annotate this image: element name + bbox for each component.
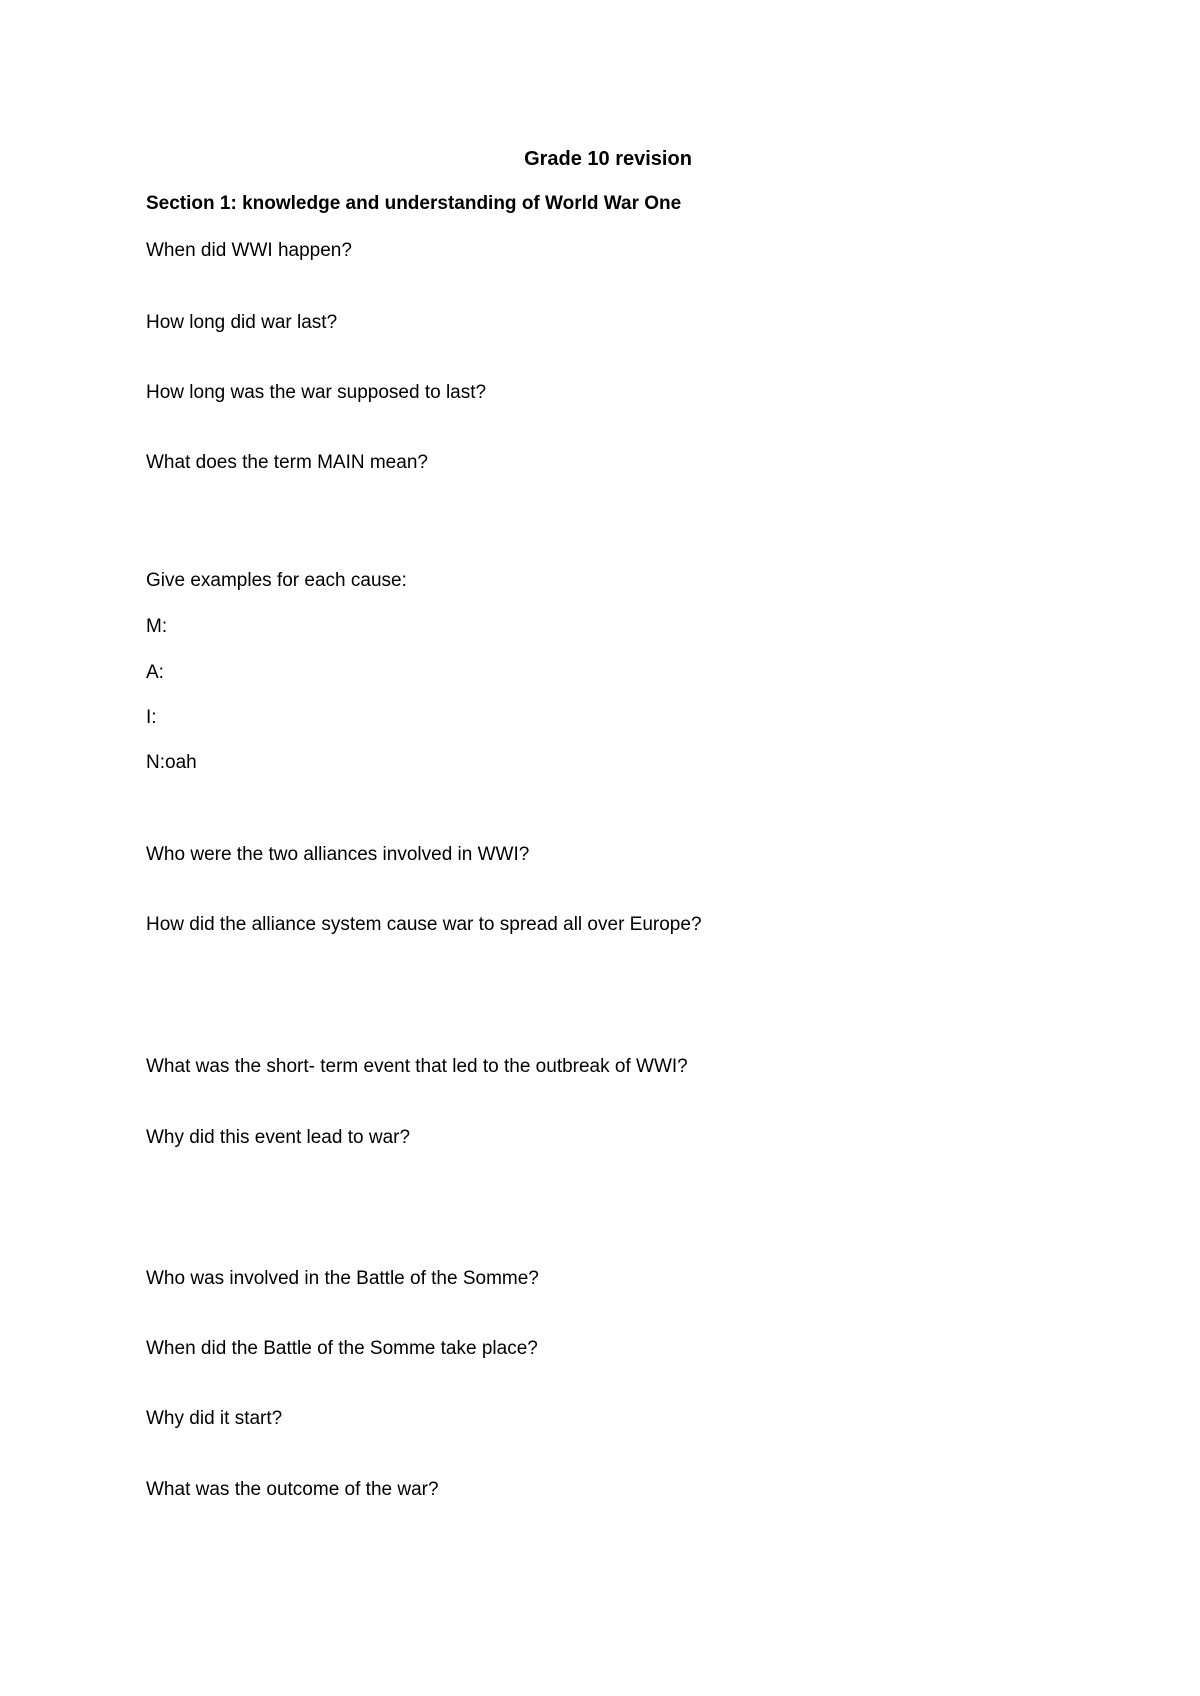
question-why-start: Why did it start?	[146, 1408, 283, 1429]
question-war-duration: How long did war last?	[146, 312, 338, 333]
question-examples-prompt: Give examples for each cause:	[146, 570, 407, 591]
question-outcome: What was the outcome of the war?	[146, 1479, 439, 1500]
section-heading: Section 1: knowledge and understanding of World War One	[146, 193, 682, 214]
question-when-wwi: When did WWI happen?	[146, 240, 352, 261]
question-short-term-event: What was the short- term event that led to the outbreak of WWI?	[146, 1056, 688, 1077]
question-expected-duration: How long was the war supposed to last?	[146, 382, 487, 403]
question-somme-when: When did the Battle of the Somme take place?	[146, 1338, 538, 1359]
question-event-led-to-war: Why did this event lead to war?	[146, 1127, 411, 1148]
question-somme-involved: Who was involved in the Battle of the Somme?	[146, 1268, 539, 1289]
cause-a-label: A:	[146, 662, 164, 683]
cause-m-label: M:	[146, 616, 168, 637]
question-alliances: Who were the two alliances involved in WWI?	[146, 844, 530, 865]
question-alliance-spread: How did the alliance system cause war to spread all over Europe?	[146, 914, 702, 935]
document-title-text: Grade 10 revision	[524, 148, 692, 170]
question-main-meaning: What does the term MAIN mean?	[146, 452, 428, 473]
cause-i-label: I:	[146, 707, 157, 728]
document-title	[0, 146, 1200, 172]
cause-n-label: N:oah	[146, 752, 197, 773]
